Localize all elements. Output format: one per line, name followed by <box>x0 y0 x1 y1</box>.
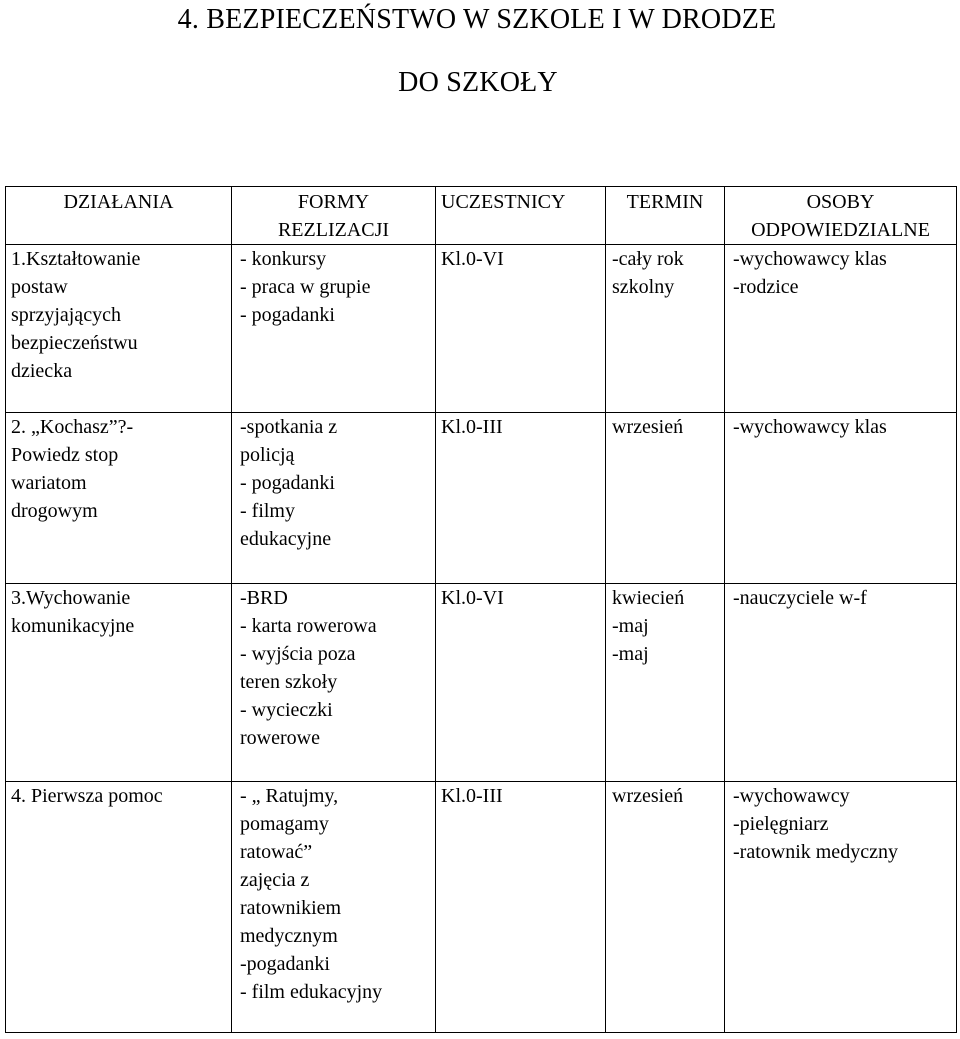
cell-uczestnicy <box>436 584 606 782</box>
cell-dzialania <box>6 584 232 782</box>
header-text: FORMY <box>297 191 370 213</box>
cell-text: wariatom <box>11 472 87 494</box>
header-uczestnicy <box>436 187 606 245</box>
safety-plan-table <box>5 186 957 1033</box>
cell-text: bezpieczeństwu <box>11 332 138 354</box>
cell-text: teren szkoły <box>240 671 338 693</box>
cell-termin <box>606 584 725 782</box>
cell-uczestnicy <box>436 245 606 413</box>
cell-uczestnicy <box>436 413 606 584</box>
cell-text: -nauczyciele w-f <box>733 587 867 609</box>
cell-formy <box>232 245 436 413</box>
header-text: TERMIN <box>626 191 704 213</box>
table-header-row <box>6 187 957 245</box>
cell-text: -ratownik medyczny <box>733 841 898 863</box>
cell-text: 2. „Kochasz”?- <box>11 416 134 438</box>
cell-text: - filmy <box>240 500 295 522</box>
cell-dzialania <box>6 782 232 1033</box>
cell-text: postaw <box>11 276 68 298</box>
cell-text: policją <box>240 444 295 466</box>
header-text: DZIAŁANIA <box>63 191 174 213</box>
cell-text: - wycieczki <box>240 699 333 721</box>
cell-text: - karta rowerowa <box>240 615 377 637</box>
cell-text: zajęcia z <box>240 869 310 891</box>
cell-text: - „ Ratujmy, <box>240 785 339 807</box>
cell-termin <box>606 782 725 1033</box>
cell-text: Kl.0-VI <box>441 587 504 609</box>
cell-osoby <box>725 584 957 782</box>
cell-osoby <box>725 782 957 1033</box>
cell-text: -maj <box>612 615 649 637</box>
table-row <box>6 413 957 584</box>
cell-text: - film edukacyjny <box>240 981 383 1003</box>
cell-text: szkolny <box>612 276 675 298</box>
cell-text: -rodzice <box>733 276 799 298</box>
cell-text: 4. Pierwsza pomoc <box>11 785 163 807</box>
header-termin <box>606 187 725 245</box>
cell-text: wrzesień <box>612 416 684 438</box>
cell-text: -spotkania z <box>240 416 338 438</box>
cell-text: Kl.0-III <box>441 416 503 438</box>
table-row <box>6 782 957 1033</box>
cell-text: edukacyjne <box>240 528 332 550</box>
cell-text: sprzyjających <box>11 304 121 326</box>
cell-osoby <box>725 245 957 413</box>
cell-text: Powiedz stop <box>11 444 119 466</box>
cell-text: 1.Kształtowanie <box>11 248 141 270</box>
cell-text: -pogadanki <box>240 953 330 975</box>
cell-text: -cały rok <box>612 248 684 270</box>
cell-uczestnicy <box>436 782 606 1033</box>
cell-text: 3.Wychowanie <box>11 587 131 609</box>
cell-termin <box>606 245 725 413</box>
cell-text: ratować” <box>240 841 313 863</box>
cell-text: -pielęgniarz <box>733 813 829 835</box>
header-text: ODPOWIEDZIALNE <box>751 219 930 241</box>
cell-formy <box>232 584 436 782</box>
cell-formy <box>232 782 436 1033</box>
page-title-line-2: DO SZKOŁY <box>398 67 558 98</box>
cell-text: -wychowawcy <box>733 785 850 807</box>
cell-text: -wychowawcy klas <box>733 416 887 438</box>
table-row <box>6 584 957 782</box>
cell-dzialania <box>6 245 232 413</box>
cell-text: -maj <box>612 643 649 665</box>
cell-text: kwiecień <box>612 587 685 609</box>
cell-text: wrzesień <box>612 785 684 807</box>
cell-osoby <box>725 413 957 584</box>
cell-text: - pogadanki <box>240 472 335 494</box>
cell-text: - wyjścia poza <box>240 643 356 665</box>
page-title-line-1: 4. BEZPIECZEŃSTWO W SZKOLE I W DRODZE <box>177 4 777 35</box>
cell-text: drogowym <box>11 500 98 522</box>
cell-text: - praca w grupie <box>240 276 371 298</box>
cell-text: - konkursy <box>240 248 327 270</box>
cell-formy <box>232 413 436 584</box>
header-text: REZLIZACJI <box>277 219 390 241</box>
cell-text: Kl.0-III <box>441 785 503 807</box>
header-formy-realizacji <box>232 187 436 245</box>
cell-text: -BRD <box>240 587 288 609</box>
cell-text: dziecka <box>11 360 73 382</box>
cell-text: rowerowe <box>240 727 320 749</box>
header-dzialania <box>6 187 232 245</box>
cell-text: komunikacyjne <box>11 615 135 637</box>
cell-text: - pogadanki <box>240 304 335 326</box>
cell-termin <box>606 413 725 584</box>
table-row <box>6 245 957 413</box>
cell-text: medycznym <box>240 925 338 947</box>
header-text: UCZESTNICY <box>441 191 566 213</box>
header-osoby-odpowiedzialne <box>725 187 957 245</box>
cell-dzialania <box>6 413 232 584</box>
cell-text: -wychowawcy klas <box>733 248 887 270</box>
cell-text: Kl.0-VI <box>441 248 504 270</box>
cell-text: ratownikiem <box>240 897 342 919</box>
header-text: OSOBY <box>806 191 875 213</box>
cell-text: pomagamy <box>240 813 329 835</box>
